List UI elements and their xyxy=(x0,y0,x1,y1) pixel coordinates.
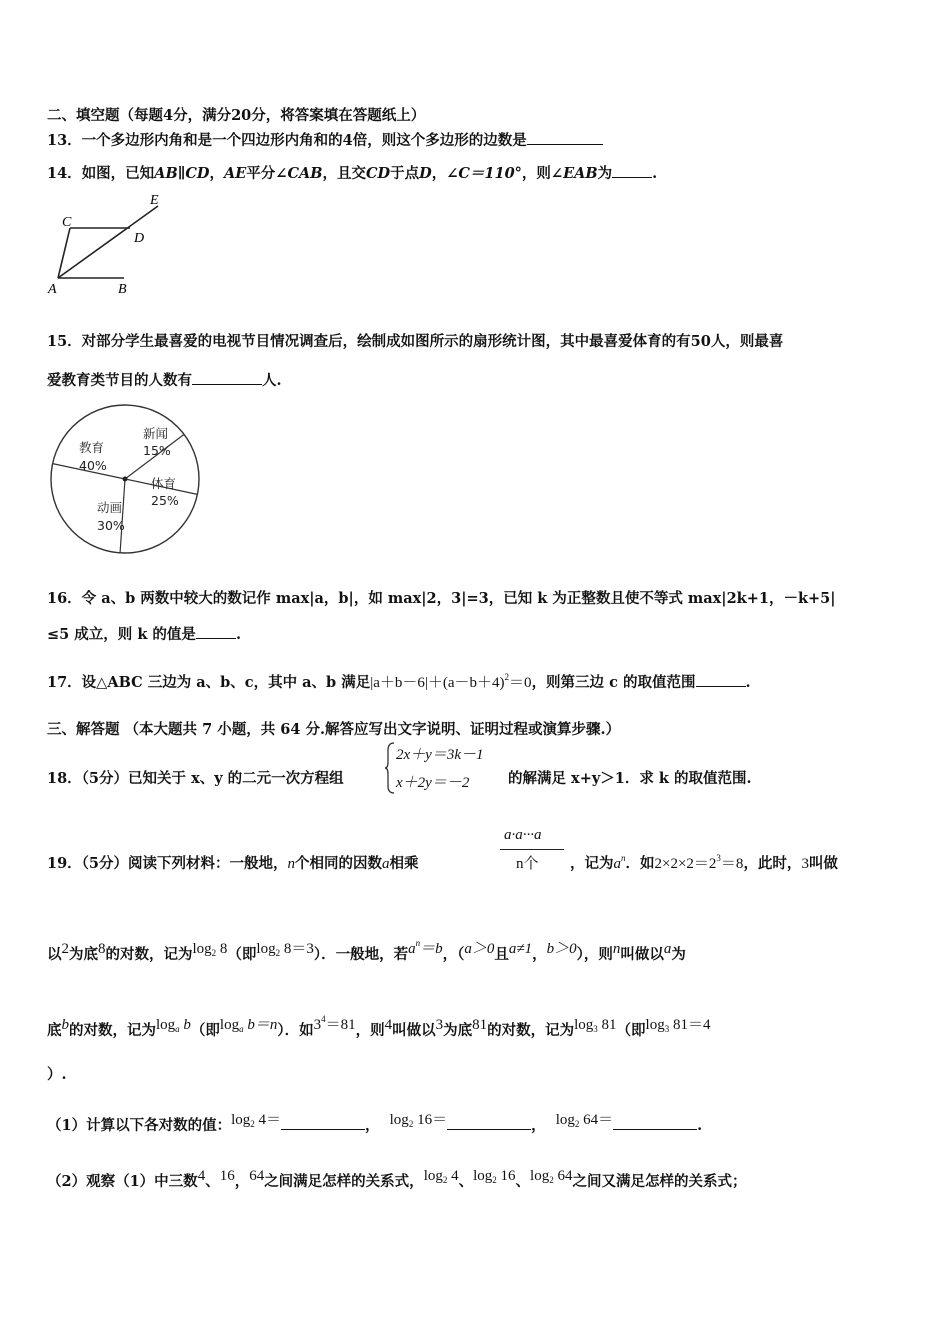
q19-formula: b xyxy=(183,1017,191,1033)
q17-text: ，则第三边 c 的取值范围 xyxy=(531,674,696,691)
answer-blank[interactable] xyxy=(281,1116,365,1130)
q19-formula: 64 xyxy=(557,1168,573,1184)
q14-num: 14． xyxy=(47,165,82,182)
q19-text: 为 xyxy=(671,945,686,963)
pie-label-name: 动画 xyxy=(97,500,123,515)
q19-formula: 2 xyxy=(61,941,69,957)
question-19-line1 xyxy=(47,852,419,873)
q19-formula: a xyxy=(408,941,416,957)
q19-text: 的对数，记为 xyxy=(69,1021,156,1039)
question-16-line2 xyxy=(47,623,241,644)
question-14 xyxy=(47,162,657,183)
q17-formula: ＝0 xyxy=(509,675,532,691)
q19-formula: ＝81 xyxy=(325,1017,356,1033)
question-19-line3 xyxy=(47,1013,710,1040)
q17-text: 17．设△ABC 三边为 a、b、c，其中 a、b 满足 xyxy=(47,674,371,691)
question-15-line1: 15．对部分学生最喜爱的电视节目情况调查后，绘制成如图所示的扇形统计图，其中最喜爱体育的有50人，则最喜 xyxy=(47,333,784,350)
q19-text: ．如 xyxy=(625,855,655,872)
q19-formula: b＝n xyxy=(247,1017,278,1033)
question-18-text: 的解满足 x+y＞1．求 k 的取值范围. xyxy=(508,770,752,787)
q14-expr: ∠C＝110° xyxy=(446,165,522,182)
q19-formula-base: 2 xyxy=(574,1119,580,1129)
q19-formula-exp: n xyxy=(415,938,421,948)
q19-text: （即 xyxy=(616,1021,646,1039)
q14-expr: CD xyxy=(366,165,391,182)
fraction-bar xyxy=(500,849,564,850)
answer-blank[interactable] xyxy=(192,371,262,385)
q19-var: a xyxy=(663,941,672,957)
q19-formula: log xyxy=(574,1017,594,1033)
q19-formula: 8＝3 xyxy=(283,941,314,957)
q19-formula-base: 3 xyxy=(664,1024,670,1034)
label-e: E xyxy=(150,193,159,208)
q19-formula: 64＝ xyxy=(583,1112,614,1128)
question-19-part1: （1）计算以下各对数的值：$^{log_2 4=}$ ， $^{log_2 16=}$ ， $^{log_2 64=}$ . xyxy=(47,1112,703,1134)
answer-blank[interactable] xyxy=(527,131,603,145)
question-17 xyxy=(47,671,751,692)
q14-text: ， xyxy=(431,165,447,182)
q13-text: 13．一个多边形内角和是一个四边形内角和的4倍，则这个多边形的边数是 xyxy=(47,132,527,149)
brace-icon xyxy=(384,742,396,794)
q19-var: a xyxy=(382,856,390,872)
q19-formula: log xyxy=(231,1112,251,1128)
q19-text: （即 xyxy=(190,1021,220,1039)
q19-text: 、 xyxy=(205,1172,220,1190)
q19-text: 的对数，记为 xyxy=(105,945,193,963)
q19-formula-base: a xyxy=(175,1024,180,1034)
pie-label-value: 40% xyxy=(79,458,107,473)
answer-blank[interactable] xyxy=(196,625,236,639)
q19-formula-base: 2 xyxy=(492,1175,497,1185)
q19-formula: 81 xyxy=(472,1017,488,1033)
q16-text: ≤5 成立，则 k 的值是 xyxy=(47,626,196,643)
q19-text: （即 xyxy=(227,945,257,963)
q14-text: 平分 xyxy=(246,165,276,182)
q19-formula: log xyxy=(156,1017,176,1033)
answer-blank[interactable] xyxy=(613,1116,697,1130)
q19-text: 叫做以 xyxy=(392,1021,436,1039)
question-19-part2: （2）观察（1）中三数$^4$、$^{16}$，$^{64}$之间满足怎样的关系式，$^{log_2 4}$、$^{log_2 16}$、$^{log_2 64}$之间又满足怎样的关系式； xyxy=(47,1168,747,1190)
q19-formula: 16 xyxy=(500,1168,516,1184)
question-19-line2 xyxy=(47,937,686,964)
q14-text: . xyxy=(652,165,658,182)
q19-formula-base: 2 xyxy=(211,948,217,958)
q19-formula: a＞0 xyxy=(464,941,495,957)
q15-text: 爱教育类节目的人数有 xyxy=(47,372,192,389)
q19-text: ， xyxy=(532,945,547,963)
answer-blank[interactable] xyxy=(696,673,746,687)
q19-text: 之间满足怎样的关系式， xyxy=(264,1172,424,1190)
q19-text: ，（ xyxy=(442,945,465,963)
q19-text: 叫做以 xyxy=(620,945,664,963)
q19-formula: 3 xyxy=(435,1017,444,1033)
q17-formula: |a＋b－6|＋(a－b＋4) xyxy=(370,675,505,691)
q19-formula: log xyxy=(389,1112,409,1128)
pie-label-value: 30% xyxy=(97,518,125,533)
q19-var: n xyxy=(287,856,296,872)
pie-label-value: 25% xyxy=(151,493,179,508)
q19-text: 为底 xyxy=(443,1021,473,1039)
q19-formula: 8 xyxy=(219,941,228,957)
q19-fraction-top: a·a···a xyxy=(504,827,542,843)
q17-formula-exp: 2 xyxy=(504,672,510,682)
q19-formula-base: 2 xyxy=(549,1175,554,1185)
question-18-text: 18．（5分）已知关于 x、y 的二元一次方程组 xyxy=(47,770,344,787)
q14-expr: ∠CAB xyxy=(275,165,323,182)
question-13 xyxy=(47,129,603,150)
q14-text: ， xyxy=(209,165,224,182)
q19-formula: ＝b xyxy=(420,941,443,957)
q19-text: ，则 xyxy=(355,1021,385,1039)
pie-label-name: 体育 xyxy=(151,476,177,491)
q19-text: ）．一般地，若 xyxy=(313,945,409,963)
q19-formula-base: 2 xyxy=(408,1119,414,1129)
q19-text: ， xyxy=(234,1172,250,1190)
q19-formula: a xyxy=(613,856,621,872)
q19-text: 19．（5分）阅读下列材料：一般地， xyxy=(47,855,288,872)
q19-formula: log xyxy=(473,1168,493,1184)
q14-expr: ∠EAB xyxy=(550,165,598,182)
label-c: C xyxy=(62,215,72,230)
q19-formula: 16 xyxy=(219,1168,235,1184)
q19-var: n xyxy=(612,941,621,957)
answer-blank[interactable] xyxy=(447,1116,531,1130)
q19-formula: 3 xyxy=(313,1017,322,1033)
q17-text: . xyxy=(745,674,751,691)
q19-formula-exp: 4 xyxy=(321,1014,326,1024)
q19-formula: 4 xyxy=(384,1017,393,1033)
q14-expr: D xyxy=(419,165,432,182)
q14-text: 于点 xyxy=(390,165,420,182)
q14-expr: AB∥CD xyxy=(154,165,210,182)
q19-formula-base: 3 xyxy=(593,1024,598,1034)
q19-formula-base: 2 xyxy=(442,1175,448,1185)
q19-formula-exp: 3 xyxy=(716,853,721,863)
geometry-figure xyxy=(40,190,180,300)
q19-fraction-bottom: n个 xyxy=(516,856,539,872)
q19-formula-base: 2 xyxy=(275,948,281,958)
q19-formula: ＝8 xyxy=(720,856,744,872)
section-title: 三、解答题 （本大题共 7 小题，共 64 分.解答应写出文字说明、证明过程或演算步骤.） xyxy=(47,721,621,738)
q19-formula: log xyxy=(219,1017,240,1033)
q19-text: 底 xyxy=(47,1021,62,1039)
q18-eq1: 2x＋y＝3k－1 xyxy=(396,747,484,763)
question-19-line1b xyxy=(570,852,838,873)
q19-text: ），则 xyxy=(576,945,613,963)
q19-formula: 8 xyxy=(98,941,106,957)
q14-expr: AE xyxy=(223,165,247,182)
pie-label-value: 15% xyxy=(143,443,171,458)
q19-text: （2）观察（1）中三数 xyxy=(47,1172,198,1190)
q19-text: 且 xyxy=(494,945,509,963)
q19-formula: 4＝ xyxy=(258,1112,282,1128)
q19-formula: log xyxy=(645,1017,665,1033)
q19-formula-exp: n xyxy=(621,853,626,863)
q19-formula: 3 xyxy=(801,856,809,872)
q14-text: 如图，已知 xyxy=(81,165,155,182)
q19-text: ，记为 xyxy=(570,855,614,872)
question-15-line2 xyxy=(47,369,282,390)
pie-center xyxy=(123,477,128,482)
q19-text: ）．如 xyxy=(277,1021,314,1039)
label-d: D xyxy=(134,231,145,246)
q18-eq2: x＋2y＝－2 xyxy=(396,775,470,791)
section-title: 二、填空题（每题4分，满分20分，将答案填在答题纸上） xyxy=(47,107,426,124)
q19-formula: 16＝ xyxy=(417,1112,448,1128)
q19-formula: 2×2×2＝2 xyxy=(654,856,717,872)
q19-var: b xyxy=(61,1017,69,1033)
q19-formula: log xyxy=(555,1112,575,1128)
q19-text: 以 xyxy=(47,945,62,963)
q19-formula: log xyxy=(256,941,276,957)
pie-label-name: 教育 xyxy=(79,440,105,455)
q19-text: 叫做 xyxy=(808,855,838,872)
label-a: A xyxy=(48,282,57,297)
q19-text: 相乘 xyxy=(389,855,419,872)
q19-formula: 64 xyxy=(249,1168,265,1184)
q19-formula: 4 xyxy=(197,1168,206,1184)
q19-text: ，此时， xyxy=(743,855,802,872)
q19-text: 之间又满足怎样的关系式； xyxy=(572,1172,747,1190)
q14-text: ，且交 xyxy=(322,165,366,182)
q19-text: 的对数，记为 xyxy=(487,1021,575,1039)
question-16-line1: 16．令 a、b 两数中较大的数记作 max|a，b|，如 max|2，3|=3，已知 k 为正整数且使不等式 max|2k+1，－k+5| xyxy=(47,590,836,607)
question-19-line4: ）. xyxy=(47,1066,67,1083)
pie-label-name: 新闻 xyxy=(143,426,169,441)
q19-formula: log xyxy=(192,941,212,957)
pie-chart xyxy=(45,402,215,562)
q19-text: 为底 xyxy=(69,945,98,963)
q19-formula: b＞0 xyxy=(546,941,577,957)
q19-text: 个相同的因数 xyxy=(295,855,383,872)
q19-text: （1）计算以下各对数的值： xyxy=(47,1116,232,1134)
label-b: B xyxy=(118,282,127,297)
q19-formula: a≠1 xyxy=(508,941,533,957)
q19-formula: 81＝4 xyxy=(672,1017,711,1033)
q19-formula: log xyxy=(423,1168,443,1184)
q19-formula: 81 xyxy=(601,1017,617,1033)
q19-formula: 4 xyxy=(451,1168,459,1184)
q15-text: 人. xyxy=(262,372,282,389)
q19-formula-base: 2 xyxy=(250,1119,255,1129)
answer-blank[interactable] xyxy=(612,164,652,178)
q16-text: . xyxy=(235,626,241,643)
q14-text: 为 xyxy=(597,165,613,182)
q19-formula-base: a xyxy=(239,1024,244,1034)
q19-formula: log xyxy=(530,1168,550,1184)
q14-text: ，则 xyxy=(521,165,551,182)
